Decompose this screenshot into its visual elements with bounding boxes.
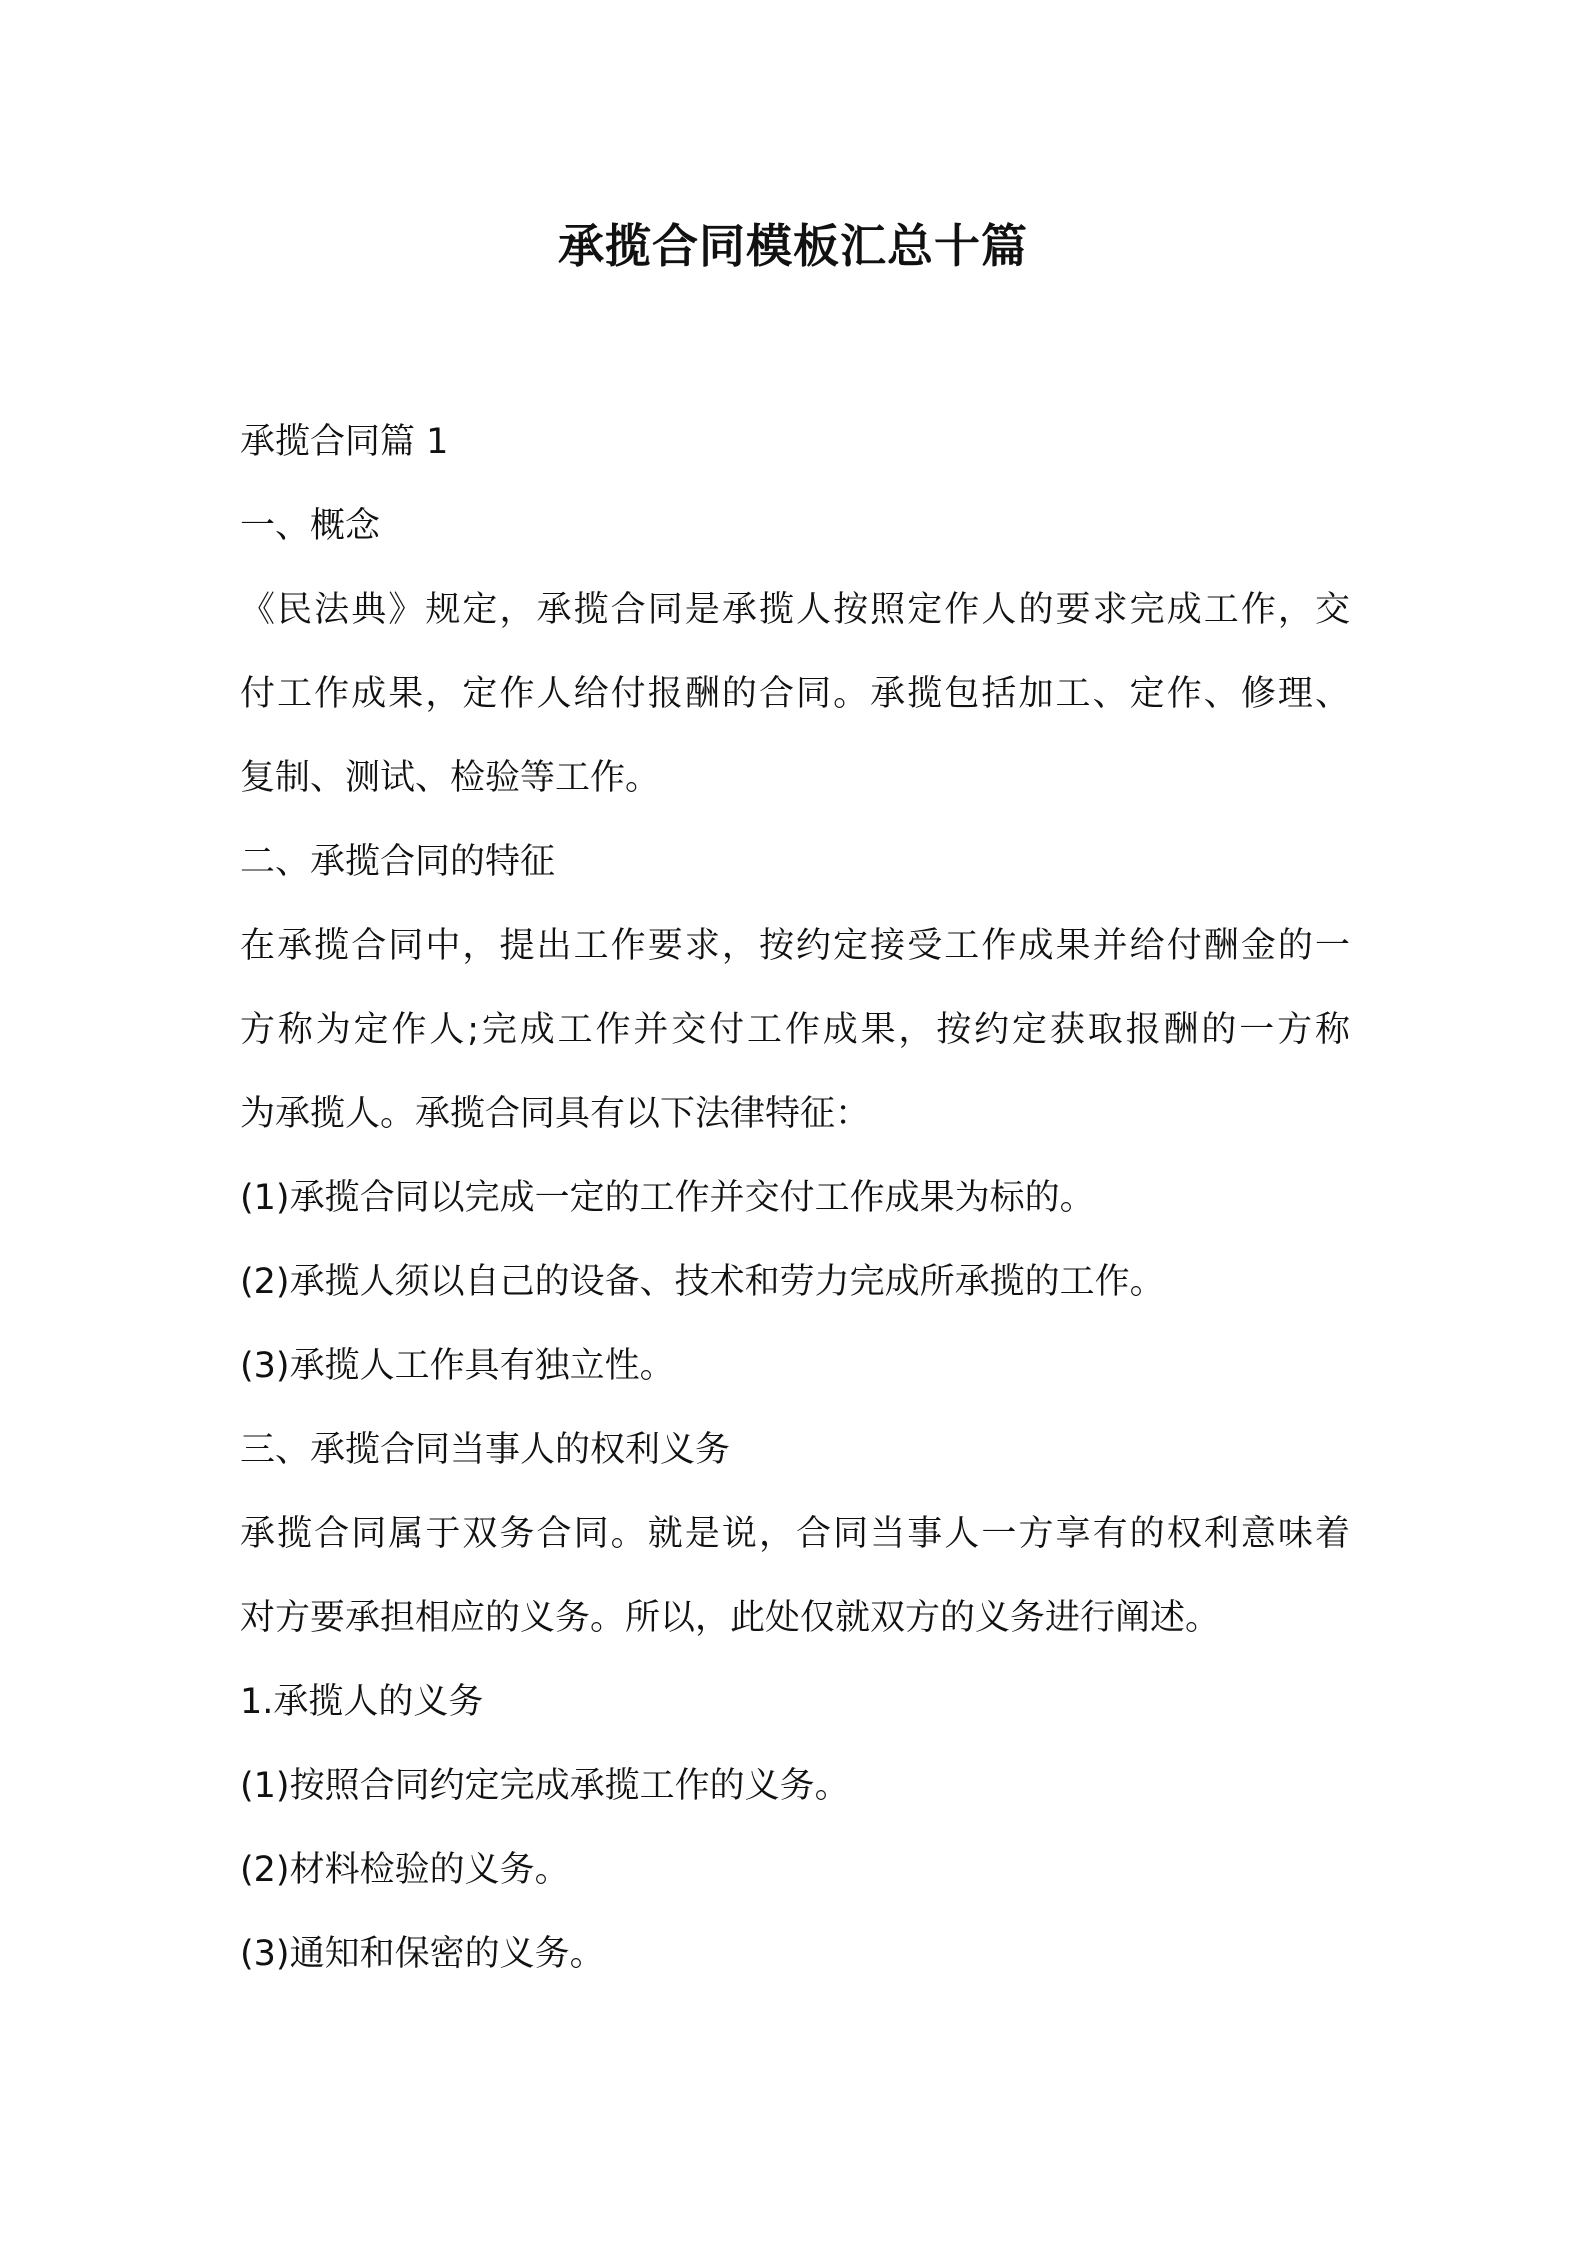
paragraph-line: 为承揽人。承揽合同具有以下法律特征： [240, 1094, 871, 1134]
paragraph-line: 《民法典》规定，承揽合同是承揽人按照定作人的要求完成工作，交 [240, 590, 1350, 630]
document-title: 承揽合同模板汇总十篇 [558, 219, 1028, 273]
subsection-heading: 一、概念 [240, 506, 381, 546]
subsection-heading: 二、承揽合同的特征 [240, 842, 556, 882]
list-item: (3)承揽人工作具有独立性。 [240, 1346, 675, 1386]
paragraph-line: 在承揽合同中，提出工作要求，按约定接受工作成果并给付酬金的一 [240, 926, 1350, 966]
subsection-heading: 三、承揽合同当事人的权利义务 [240, 1430, 731, 1470]
list-item: (1)承揽合同以完成一定的工作并交付工作成果为标的。 [240, 1178, 1095, 1218]
subsection-heading: 1.承揽人的义务 [240, 1682, 484, 1722]
document-body [240, 400, 1350, 1996]
paragraph-line: 对方要承担相应的义务。所以，此处仅就双方的义务进行阐述。 [240, 1598, 1221, 1638]
paragraph-line: 复制、测试、检验等工作。 [240, 758, 661, 798]
list-item: (2)材料检验的义务。 [240, 1850, 570, 1890]
section-heading: 承揽合同篇 1 [240, 422, 449, 462]
paragraph-line: 付工作成果，定作人给付报酬的合同。承揽包括加工、定作、修理、 [240, 674, 1350, 714]
paragraph-line: 方称为定作人;完成工作并交付工作成果，按约定获取报酬的一方称 [240, 1010, 1350, 1050]
list-item: (1)按照合同约定完成承揽工作的义务。 [240, 1766, 850, 1806]
list-item: (3)通知和保密的义务。 [240, 1934, 605, 1974]
list-item: (2)承揽人须以自己的设备、技术和劳力完成所承揽的工作。 [240, 1262, 1165, 1302]
paragraph-line: 承揽合同属于双务合同。就是说，合同当事人一方享有的权利意味着 [240, 1514, 1350, 1554]
